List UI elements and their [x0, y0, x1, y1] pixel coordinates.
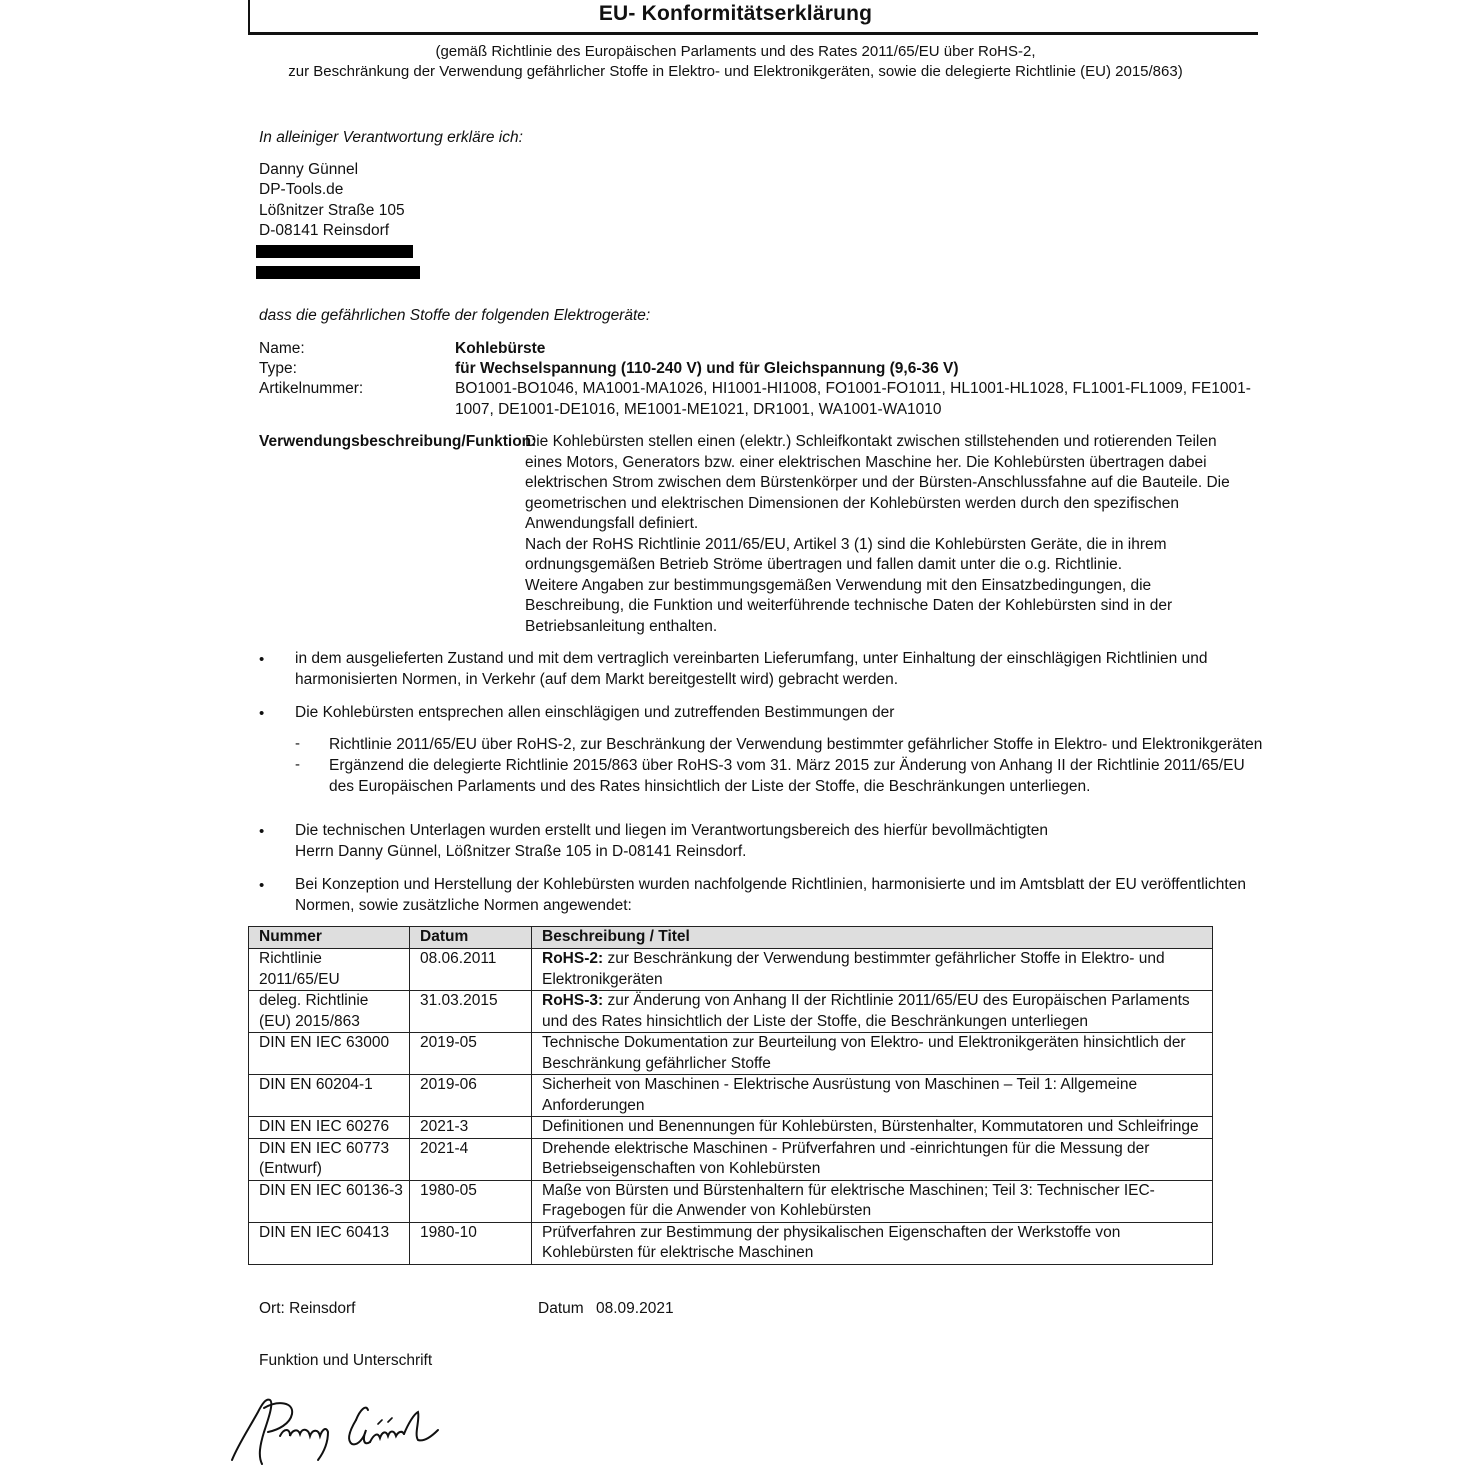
declarant-city: D-08141 Reinsdorf	[259, 222, 390, 239]
product-type-label: Type:	[259, 360, 297, 377]
cell-nummer: DIN EN IEC 63000	[249, 1033, 410, 1075]
column-header-beschreibung: Beschreibung / Titel	[532, 927, 1213, 949]
article-number-line-1: BO1001-BO1046, MA1001-MA1026, HI1001-HI1008, FO1001-FO1011, HL1001-HL1028, FL1001-FL1009, FE1001-	[455, 380, 1251, 397]
date-label: Datum	[538, 1300, 584, 1317]
table-row	[249, 1222, 1213, 1264]
cell-datum: 2019-05	[410, 1033, 532, 1075]
usage-line: Betriebsanleitung enthalten.	[525, 617, 718, 635]
cell-nummer: DIN EN IEC 60773 (Entwurf)	[249, 1138, 410, 1180]
cell-description: Drehende elektrische Maschinen - Prüfverfahren und -einrichtungen für die Messung der Betriebseigenschaften von Kohlebürsten	[542, 1139, 1150, 1177]
table-header-row	[249, 927, 1213, 949]
cell-description: Definitionen und Benennungen für Kohlebürsten, Bürstenhalter, Kommutatoren und Schleifringe	[542, 1118, 1199, 1135]
date-value: 08.09.2021	[596, 1300, 674, 1317]
handwritten-signature	[228, 1390, 448, 1468]
cell-prefix: RoHS-3:	[542, 992, 604, 1009]
usage-line: Anwendungsfall definiert.	[525, 515, 699, 532]
bullet-text: Die technischen Unterlagen wurden erstellt und liegen im Verantwortungsbereich des hierfür bevollmächtigten	[295, 822, 1049, 839]
redaction-bar	[256, 245, 413, 258]
usage-line: Nach der RoHS Richtlinie 2011/65/EU, Artikel 3 (1) sind die Kohlebürsten Geräte, die in ihrem	[525, 535, 1167, 553]
dash-text: Ergänzend die delegierte Richtlinie 2015/863 über RoHS-3 vom 31. März 2015 zur Änderung von Anhang II der Richtlinie 2011/65/EU	[329, 757, 1245, 774]
cell-beschreibung	[532, 1222, 1213, 1264]
declarant-name: Danny Günnel	[259, 161, 359, 178]
bullet-text: Die Kohlebürsten entsprechen allen einschlägigen und zutreffenden Bestimmungen der	[295, 704, 895, 721]
cell-datum: 2021-4	[410, 1138, 532, 1180]
cell-beschreibung	[532, 1117, 1213, 1139]
cell-nummer: DIN EN IEC 60136-3	[249, 1180, 410, 1222]
cell-datum: 08.06.2011	[410, 949, 532, 991]
usage-line: eines Motors, Generators bzw. einer elektrischen Maschine her. Die Kohlebürsten übertragen dabei	[525, 453, 1207, 471]
declarant-intro: In alleiniger Verantwortung erkläre ich:	[259, 129, 523, 146]
cell-beschreibung	[532, 991, 1213, 1033]
bullet-item-3	[295, 821, 1048, 862]
cell-beschreibung	[532, 1180, 1213, 1222]
table-row	[249, 949, 1213, 991]
cell-beschreibung	[532, 949, 1213, 991]
cell-description: zur Beschränkung der Verwendung bestimmter gefährlicher Stoffe in Elektro- und Elektronikgeräten	[542, 950, 1165, 988]
cell-nummer: DIN EN 60204-1	[249, 1075, 410, 1117]
dash-icon: -	[295, 756, 300, 773]
dash-text: des Europäischen Parlaments und des Rates hinsichtlich der Liste der Stoffe, die Beschränkungen unterliegen.	[329, 777, 1091, 795]
bullet-text: Normen, sowie zusätzliche Normen angewendet:	[295, 896, 632, 914]
table-row	[249, 1117, 1213, 1139]
column-header-datum: Datum	[410, 927, 532, 949]
cell-datum: 31.03.2015	[410, 991, 532, 1033]
signature-label: Funktion und Unterschrift	[259, 1352, 433, 1369]
cell-beschreibung	[532, 1138, 1213, 1180]
dash-item-2	[329, 756, 1245, 797]
cell-datum: 2021-3	[410, 1117, 532, 1139]
cell-description: zur Änderung von Anhang II der Richtlinie 2011/65/EU des Europäischen Parlaments und des Rates hinsichtlich der Liste der Stoffe, die Beschränkungen unterliegen	[542, 992, 1190, 1030]
declarant-street: Lößnitzer Straße 105	[259, 202, 405, 219]
subtitle-line-1: (gemäß Richtlinie des Europäischen Parlaments und des Rates 2011/65/EU über RoHS-2,	[435, 43, 1036, 60]
document-title: EU- Konformitätserklärung	[598, 2, 873, 25]
usage-line: elektrischen Strom zwischen dem Bürstenkörper und der Bürsten-Anschlussfahne auf die Bauteile. Die	[525, 474, 1230, 491]
usage-line: Die Kohlebürsten stellen einen (elektr.) Schleifkontakt zwischen stillstehenden und rotierenden Teilen	[525, 433, 1217, 450]
usage-line: ordnungsgemäßen Betrieb Ströme übertragen und fallen damit unter die o.g. Richtlinie.	[525, 556, 1123, 573]
product-name-value: Kohlebürste	[455, 340, 546, 357]
table-row	[249, 991, 1213, 1033]
products-intro: dass die gefährlichen Stoffe der folgenden Elektrogeräte:	[259, 307, 651, 324]
norms-table	[248, 926, 1213, 1265]
bullet-icon: •	[259, 877, 265, 894]
place-label: Ort: Reinsdorf	[259, 1300, 356, 1317]
article-number-label: Artikelnummer:	[259, 380, 364, 397]
table-row	[249, 1138, 1213, 1180]
table-row	[249, 1180, 1213, 1222]
cell-datum: 1980-05	[410, 1180, 532, 1222]
cell-description: Technische Dokumentation zur Beurteilung von Elektro- und Elektronikgeräten hinsichtlich der Beschränkung gefährlicher Stoffe	[542, 1034, 1186, 1072]
cell-description: Sicherheit von Maschinen - Elektrische Ausrüstung von Maschinen – Teil 1: Allgemeine Anforderungen	[542, 1076, 1138, 1114]
cell-nummer: DIN EN IEC 60276	[249, 1117, 410, 1139]
dash-text: Richtlinie 2011/65/EU über RoHS-2, zur Beschränkung der Verwendung bestimmter gefährlicher Stoffe in Elektro- und Elektronikgeräten	[329, 736, 1263, 753]
cell-description: Prüfverfahren zur Bestimmung der physikalischen Eigenschaften der Werkstoffe von Kohlebürsten für elektrische Maschinen	[542, 1223, 1121, 1261]
usage-label: Verwendungsbeschreibung/Funktion:	[259, 433, 537, 450]
product-name-label: Name:	[259, 340, 305, 357]
cell-datum: 2019-06	[410, 1075, 532, 1117]
cell-nummer: Richtlinie 2011/65/EU	[249, 949, 410, 991]
usage-line: Weitere Angaben zur bestimmungsgemäßen Verwendung mit den Einsatzbedingungen, die	[525, 576, 1152, 594]
bullet-icon: •	[259, 823, 265, 840]
bullet-text: harmonisierten Normen, in Verkehr (auf dem Markt bereitgestellt wird) gebracht werden.	[295, 670, 899, 688]
bullet-icon: •	[259, 651, 265, 668]
declarant-company: DP-Tools.de	[259, 181, 344, 198]
cell-prefix: RoHS-2:	[542, 950, 604, 967]
table-row	[249, 1033, 1213, 1075]
cell-description: Maße von Bürsten und Bürstenhaltern für elektrische Maschinen; Teil 3: Technischer IEC-Fragebogen für die Anwender von Kohlebürsten	[542, 1181, 1155, 1219]
usage-line: Beschreibung, die Funktion und weiterführende technische Daten der Kohlebürsten sind in der	[525, 597, 1173, 614]
usage-description	[525, 432, 1230, 637]
subtitle-line-2: zur Beschränkung der Verwendung gefährlicher Stoffe in Elektro- und Elektronikgeräten, sowie die delegierte Richtlinie (EU) 2015/863)	[288, 63, 1183, 80]
bullet-icon: •	[259, 705, 265, 722]
cell-beschreibung	[532, 1033, 1213, 1075]
bullet-item-2	[295, 703, 894, 724]
column-header-nummer: Nummer	[249, 927, 410, 949]
bullet-text: in dem ausgelieferten Zustand und mit dem vertraglich vereinbarten Lieferumfang, unter Einhaltung der einschlägigen Richtlinien und	[295, 650, 1208, 667]
cell-datum: 1980-10	[410, 1222, 532, 1264]
usage-line: geometrischen und elektrischen Dimensionen der Kohlebürsten werden durch den spezifischen	[525, 494, 1179, 512]
cell-nummer: deleg. Richtlinie (EU) 2015/863	[249, 991, 410, 1033]
table-row	[249, 1075, 1213, 1117]
product-type-value: für Wechselspannung (110-240 V) und für Gleichspannung (9,6-36 V)	[455, 360, 959, 377]
bullet-text: Herrn Danny Günnel, Lößnitzer Straße 105 in D-08141 Reinsdorf.	[295, 842, 747, 860]
bullet-text: Bei Konzeption und Herstellung der Kohlebürsten wurden nachfolgende Richtlinien, harmonisierte und im Amtsblatt der EU veröffentlichten	[295, 876, 1246, 893]
bullet-item-4	[295, 875, 1246, 916]
dash-item-1	[329, 735, 1262, 756]
cell-nummer: DIN EN IEC 60413	[249, 1222, 410, 1264]
redaction-bar	[256, 266, 420, 279]
dash-icon: -	[295, 735, 300, 752]
cell-beschreibung	[532, 1075, 1213, 1117]
article-number-line-2: 1007, DE1001-DE1016, ME1001-ME1021, DR1001, WA1001-WA1010	[455, 401, 942, 418]
bullet-item-1	[295, 649, 1207, 690]
